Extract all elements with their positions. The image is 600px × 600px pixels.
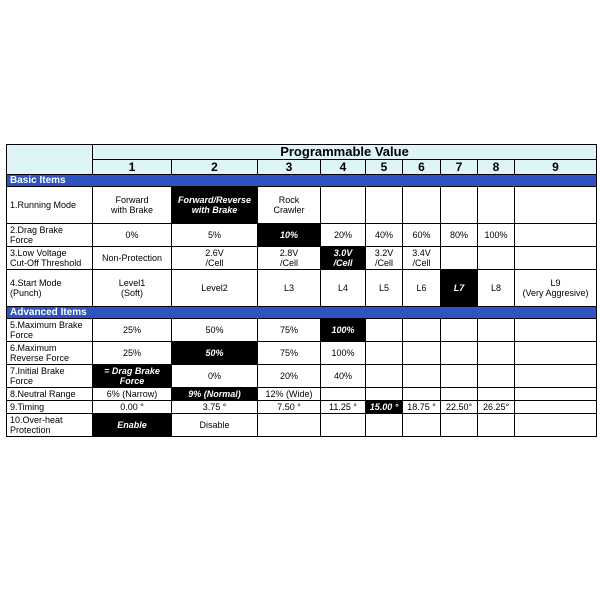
row-label: 5.Maximum Brake Force bbox=[7, 319, 93, 342]
column-header-9: 9 bbox=[515, 160, 597, 175]
value-cell bbox=[441, 187, 478, 224]
row-label: 7.Initial Brake Force bbox=[7, 365, 93, 388]
value-cell bbox=[515, 187, 597, 224]
value-cell bbox=[321, 187, 366, 224]
value-cell bbox=[403, 414, 441, 437]
table-row bbox=[7, 270, 597, 307]
section-header-row bbox=[7, 307, 597, 319]
value-cell: 100% bbox=[321, 342, 366, 365]
value-cell bbox=[366, 365, 403, 388]
value-cell: Forward with Brake bbox=[93, 187, 172, 224]
value-cell bbox=[366, 342, 403, 365]
value-cell: 0.00 ° bbox=[93, 401, 172, 414]
table-row bbox=[7, 388, 597, 401]
header-title-row bbox=[7, 145, 597, 160]
value-cell: L5 bbox=[366, 270, 403, 307]
value-cell: 0% bbox=[93, 224, 172, 247]
value-cell bbox=[515, 319, 597, 342]
value-cell bbox=[478, 187, 515, 224]
value-cell: 20% bbox=[321, 224, 366, 247]
value-cell bbox=[515, 247, 597, 270]
value-cell bbox=[366, 388, 403, 401]
column-header-2: 2 bbox=[172, 160, 258, 175]
table-row bbox=[7, 401, 597, 414]
row-label: 10.Over-heat Protection bbox=[7, 414, 93, 437]
table-row bbox=[7, 414, 597, 437]
table-row bbox=[7, 365, 597, 388]
value-cell bbox=[515, 365, 597, 388]
value-cell bbox=[478, 319, 515, 342]
row-label: 8.Neutral Range bbox=[7, 388, 93, 401]
table-row bbox=[7, 187, 597, 224]
value-cell bbox=[478, 342, 515, 365]
value-cell: 75% bbox=[258, 319, 321, 342]
value-cell: Non-Protection bbox=[93, 247, 172, 270]
value-cell: L4 bbox=[321, 270, 366, 307]
value-cell: 3.4V /Cell bbox=[403, 247, 441, 270]
value-cell: 40% bbox=[321, 365, 366, 388]
value-cell: 25% bbox=[93, 342, 172, 365]
selected-value-cell: 50% bbox=[172, 342, 258, 365]
value-cell: 6% (Narrow) bbox=[93, 388, 172, 401]
value-cell: 75% bbox=[258, 342, 321, 365]
programmable-value-header: Programmable Value bbox=[93, 145, 597, 160]
section-title: Advanced Items bbox=[7, 307, 597, 319]
value-cell bbox=[366, 414, 403, 437]
selected-value-cell: 3.0V /Cell bbox=[321, 247, 366, 270]
value-cell: Level2 bbox=[172, 270, 258, 307]
selected-value-cell: 15.00 ° bbox=[366, 401, 403, 414]
value-cell bbox=[441, 365, 478, 388]
section-header-row bbox=[7, 175, 597, 187]
value-cell bbox=[441, 342, 478, 365]
column-header-7: 7 bbox=[441, 160, 478, 175]
value-cell: 2.8V /Cell bbox=[258, 247, 321, 270]
selected-value-cell: 9% (Normal) bbox=[172, 388, 258, 401]
column-header-5: 5 bbox=[366, 160, 403, 175]
table-row bbox=[7, 319, 597, 342]
value-cell bbox=[366, 187, 403, 224]
column-header-8: 8 bbox=[478, 160, 515, 175]
value-cell: 25% bbox=[93, 319, 172, 342]
value-cell bbox=[403, 319, 441, 342]
column-header-3: 3 bbox=[258, 160, 321, 175]
row-label: 9.Timing bbox=[7, 401, 93, 414]
selected-value-cell: Forward/Reverse with Brake bbox=[172, 187, 258, 224]
value-cell bbox=[478, 414, 515, 437]
value-cell bbox=[478, 388, 515, 401]
value-cell: 50% bbox=[172, 319, 258, 342]
programmable-value-table-container bbox=[6, 144, 597, 437]
value-cell: 20% bbox=[258, 365, 321, 388]
table-row bbox=[7, 224, 597, 247]
row-label: 2.Drag Brake Force bbox=[7, 224, 93, 247]
value-cell bbox=[515, 342, 597, 365]
value-cell bbox=[515, 414, 597, 437]
value-cell: 3.2V /Cell bbox=[366, 247, 403, 270]
table-row bbox=[7, 247, 597, 270]
value-cell bbox=[403, 388, 441, 401]
value-cell: 7.50 ° bbox=[258, 401, 321, 414]
selected-value-cell: 10% bbox=[258, 224, 321, 247]
value-cell bbox=[515, 388, 597, 401]
value-cell: 3.75 ° bbox=[172, 401, 258, 414]
table-row bbox=[7, 342, 597, 365]
row-label: 6.Maximum Reverse Force bbox=[7, 342, 93, 365]
value-cell bbox=[321, 414, 366, 437]
selected-value-cell: 100% bbox=[321, 319, 366, 342]
value-cell: 5% bbox=[172, 224, 258, 247]
value-cell: 26.25° bbox=[478, 401, 515, 414]
value-cell: Rock Crawler bbox=[258, 187, 321, 224]
value-cell bbox=[441, 388, 478, 401]
column-header-4: 4 bbox=[321, 160, 366, 175]
value-cell: Level1 (Soft) bbox=[93, 270, 172, 307]
value-cell: 0% bbox=[172, 365, 258, 388]
value-cell: 11.25 ° bbox=[321, 401, 366, 414]
value-cell: L9 (Very Aggresive) bbox=[515, 270, 597, 307]
value-cell: L3 bbox=[258, 270, 321, 307]
row-label: 3.Low Voltage Cut-Off Threshold bbox=[7, 247, 93, 270]
programmable-value-table bbox=[6, 144, 597, 437]
corner-cell bbox=[7, 145, 93, 175]
column-header-6: 6 bbox=[403, 160, 441, 175]
value-cell bbox=[258, 414, 321, 437]
value-cell bbox=[515, 224, 597, 247]
value-cell: L8 bbox=[478, 270, 515, 307]
row-label: 1.Running Mode bbox=[7, 187, 93, 224]
value-cell: 40% bbox=[366, 224, 403, 247]
column-header-1: 1 bbox=[93, 160, 172, 175]
value-cell: 22.50° bbox=[441, 401, 478, 414]
value-cell: 60% bbox=[403, 224, 441, 247]
selected-value-cell: Enable bbox=[93, 414, 172, 437]
section-title: Basic Items bbox=[7, 175, 597, 187]
value-cell bbox=[403, 342, 441, 365]
value-cell: 80% bbox=[441, 224, 478, 247]
table-body bbox=[7, 145, 597, 437]
value-cell bbox=[366, 319, 403, 342]
value-cell bbox=[321, 388, 366, 401]
value-cell: 12% (Wide) bbox=[258, 388, 321, 401]
selected-value-cell: = Drag Brake Force bbox=[93, 365, 172, 388]
value-cell bbox=[478, 365, 515, 388]
row-label: 4.Start Mode (Punch) bbox=[7, 270, 93, 307]
value-cell bbox=[403, 365, 441, 388]
value-cell: Disable bbox=[172, 414, 258, 437]
value-cell: 18.75 ° bbox=[403, 401, 441, 414]
value-cell: L6 bbox=[403, 270, 441, 307]
value-cell bbox=[441, 247, 478, 270]
column-number-row bbox=[7, 160, 597, 175]
selected-value-cell: L7 bbox=[441, 270, 478, 307]
value-cell bbox=[403, 187, 441, 224]
value-cell: 100% bbox=[478, 224, 515, 247]
value-cell bbox=[441, 414, 478, 437]
value-cell: 2.6V /Cell bbox=[172, 247, 258, 270]
value-cell bbox=[441, 319, 478, 342]
value-cell bbox=[515, 401, 597, 414]
value-cell bbox=[478, 247, 515, 270]
